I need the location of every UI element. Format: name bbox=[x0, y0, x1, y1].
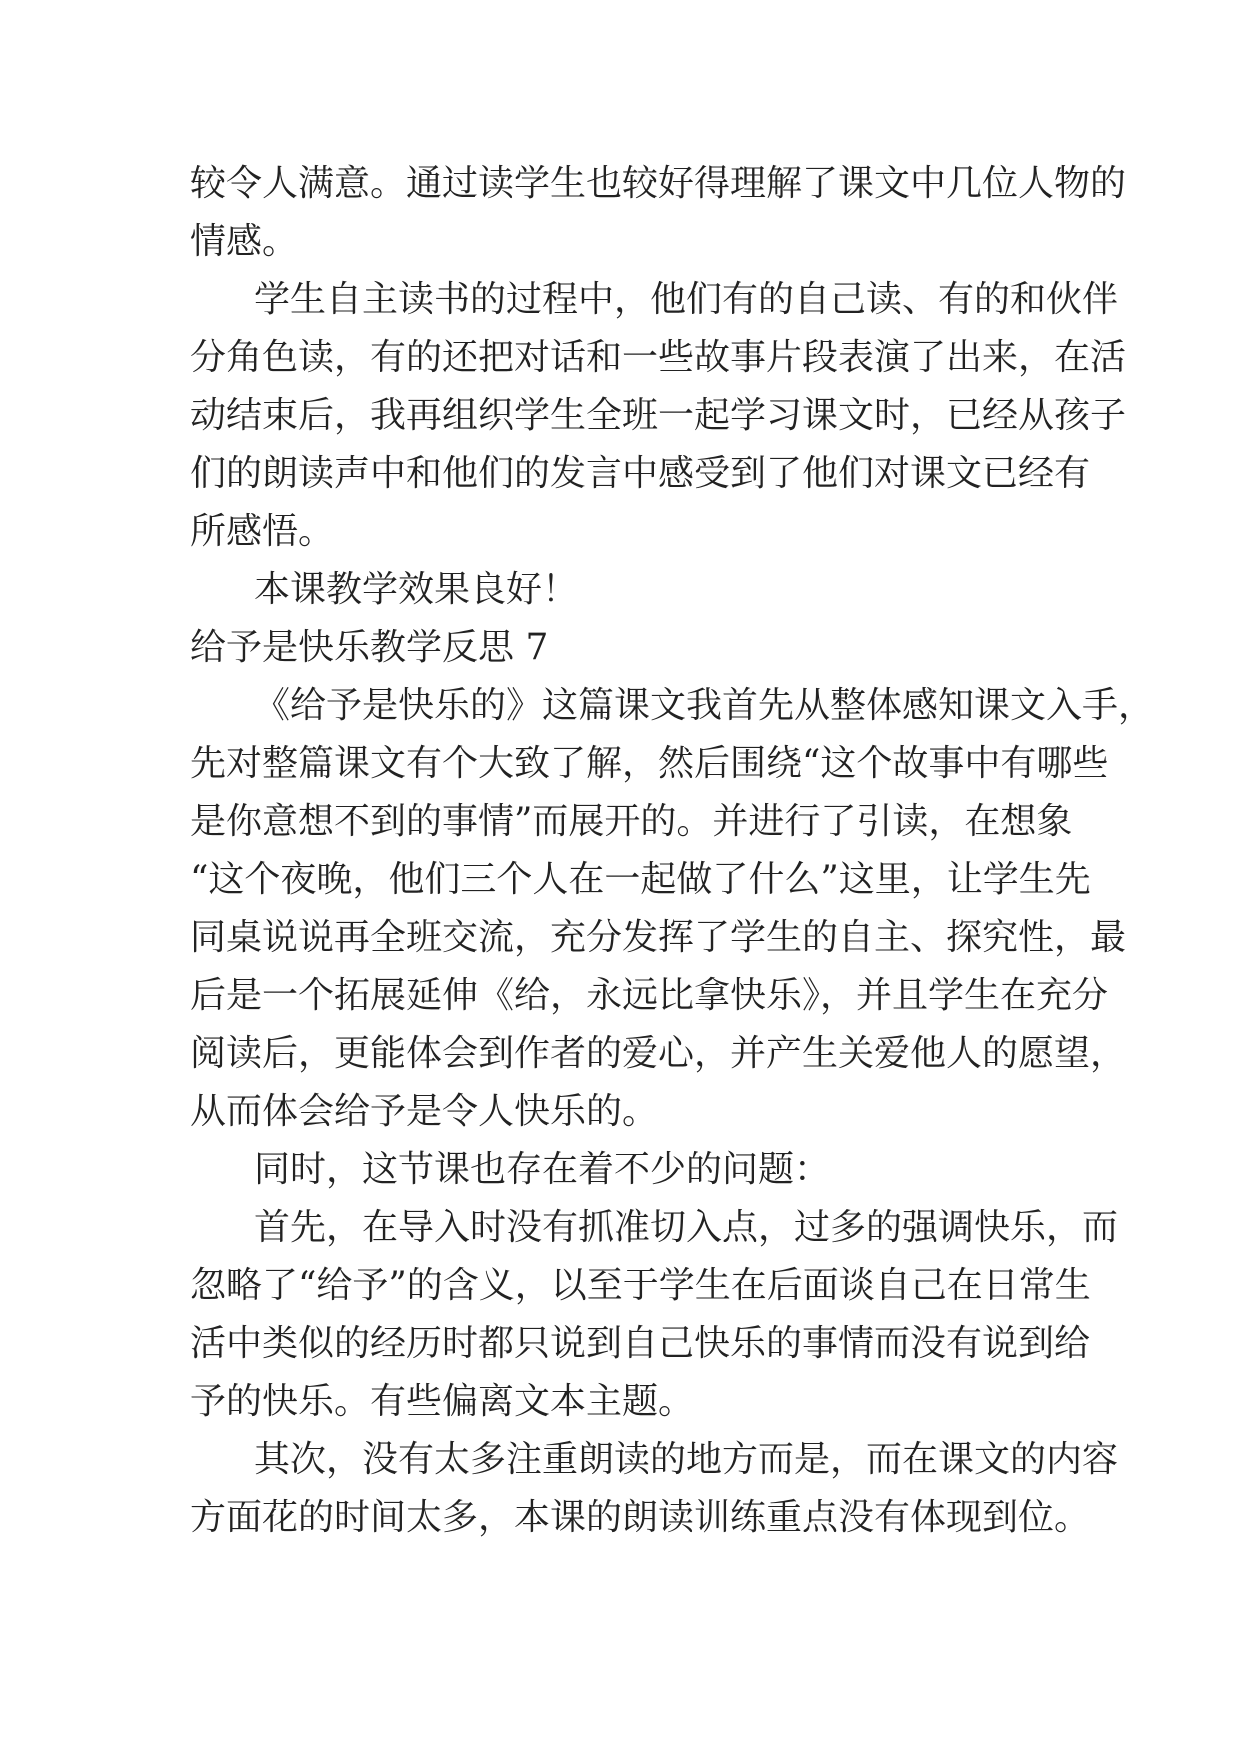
text-line: 活中类似的经历时都只说到自己快乐的事情而没有说到给 bbox=[190, 1323, 1091, 1364]
heading-line: 给予是快乐教学反思 7 bbox=[190, 627, 549, 668]
paragraph bbox=[190, 271, 1127, 561]
text-line: 首先，在导入时没有抓准切入点，过多的强调快乐，而 bbox=[254, 1207, 1119, 1248]
text-line: 所感悟。 bbox=[190, 511, 335, 552]
paragraph bbox=[190, 561, 1060, 619]
paragraph bbox=[190, 1199, 1119, 1431]
paragraph bbox=[190, 155, 1127, 271]
text-line: 情感。 bbox=[190, 221, 299, 262]
text-line: 们的朗读声中和他们的发言中感受到了他们对课文已经有 bbox=[190, 453, 1091, 494]
text-line: 方面花的时间太多，本课的朗读训练重点没有体现到位。 bbox=[190, 1497, 1091, 1538]
text-line: “这个夜晚，他们三个人在一起做了什么”这里，让学生先 bbox=[190, 859, 1091, 900]
text-line: 《给予是快乐的》这篇课文我首先从整体感知课文入手， bbox=[254, 685, 1155, 726]
text-line: 较令人满意。通过读学生也较好得理解了课文中几位人物的 bbox=[190, 163, 1127, 204]
paragraph bbox=[190, 677, 1155, 1141]
text-line: 同时，这节课也存在着不少的问题： bbox=[254, 1149, 831, 1190]
text-line: 忽略了“给予”的含义，以至于学生在后面谈自己在日常生 bbox=[190, 1265, 1091, 1306]
text-line: 后是一个拓展延伸《给，永远比拿快乐》，并且学生在充分 bbox=[190, 975, 1109, 1016]
text-line: 其次，没有太多注重朗读的地方而是，而在课文的内容 bbox=[254, 1439, 1119, 1480]
text-line: 阅读后，更能体会到作者的爱心，并产生关爱他人的愿望， bbox=[190, 1033, 1127, 1074]
text-line: 本课教学效果良好！ bbox=[254, 569, 579, 610]
text-line: 分角色读，有的还把对话和一些故事片段表演了出来，在活 bbox=[190, 337, 1127, 378]
text-line: 动结束后，我再组织学生全班一起学习课文时，已经从孩子 bbox=[190, 395, 1127, 436]
text-line: 同桌说说再全班交流，充分发挥了学生的自主、探究性，最 bbox=[190, 917, 1127, 958]
paragraph bbox=[190, 1431, 1119, 1547]
text-line: 是你意想不到的事情”而展开的。并进行了引读，在想象 bbox=[190, 801, 1073, 842]
text-line: 学生自主读书的过程中，他们有的自己读、有的和伙伴 bbox=[254, 279, 1119, 320]
section-heading bbox=[190, 619, 1060, 677]
document-body bbox=[190, 155, 1155, 1547]
text-line: 予的快乐。有些偏离文本主题。 bbox=[190, 1381, 695, 1422]
text-line: 从而体会给予是令人快乐的。 bbox=[190, 1091, 659, 1132]
text-line: 先对整篇课文有个大致了解，然后围绕“这个故事中有哪些 bbox=[190, 743, 1109, 784]
paragraph bbox=[190, 1141, 1060, 1199]
